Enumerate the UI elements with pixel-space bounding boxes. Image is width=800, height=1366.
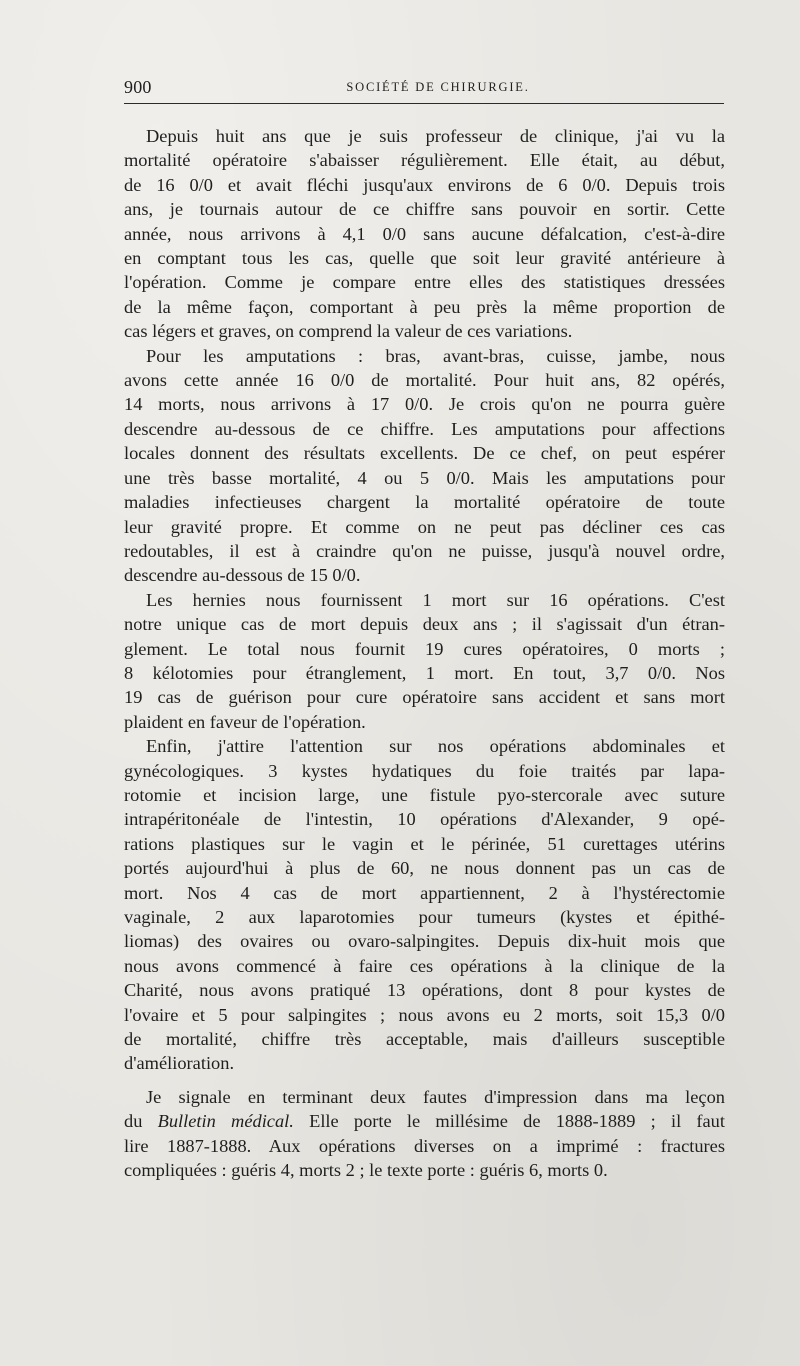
text-line: leur gravité propre. Et comme on ne peut pas décliner ces cas — [124, 516, 725, 537]
text-line: glement. Le total nous fournit 19 cures opératoires, 0 morts ; — [124, 638, 725, 659]
text-line: Charité, nous avons pratiqué 13 opérations, dont 8 pour kystes de — [124, 980, 725, 1001]
text-fragment: du — [124, 1111, 158, 1132]
text-line: gynécologiques. 3 kystes hydatiques du foie traités par lapa- — [124, 760, 725, 781]
page-number: 900 — [124, 77, 152, 97]
page-header — [124, 76, 724, 102]
paragraph-gap — [124, 1076, 725, 1085]
text-line: année, nous arrivons à 4,1 0/0 sans aucune défalcation, c'est-à-dire — [124, 223, 725, 244]
paragraph-errata — [124, 1085, 725, 1183]
text-line: intrapéritonéale de l'intestin, 10 opérations d'Alexander, 9 opé- — [124, 809, 725, 830]
text-line: 19 cas de guérison pour cure opératoire sans accident et sans mort — [124, 687, 725, 708]
text-line: l'ovaire et 5 pour salpingites ; nous avons eu 2 morts, soit 15,3 0/0 — [124, 1004, 725, 1025]
text-line: ans, je tournais autour de ce chiffre sans pouvoir en sortir. Cette — [124, 199, 725, 220]
text-line: une très basse mortalité, 4 ou 5 0/0. Mais les amputations pour — [124, 467, 725, 488]
text-line: Les hernies nous fournissent 1 mort sur 16 opérations. C'est — [146, 589, 725, 610]
text-line: redoutables, il est à craindre qu'on ne puisse, jusqu'à nouvel ordre, — [124, 540, 725, 561]
text-line: liomas) des ovaires ou ovaro-salpingites. Depuis dix-huit mois que — [124, 931, 725, 952]
text-line: d'amélioration. — [124, 1053, 235, 1074]
paragraph-abdominal-operations — [124, 734, 725, 1076]
text-line: rotomie et incision large, une fistule pyo-stercorale avec suture — [124, 784, 725, 805]
text-line: compliquées : guéris 4, morts 2 ; le texte porte : guéris 6, morts 0. — [124, 1160, 608, 1181]
text-line: l'opération. Comme je compare entre elles des statistiques dressées — [124, 272, 725, 293]
text-line: 14 morts, nous arrivons à 17 0/0. Je crois qu'on ne pourra guère — [124, 394, 725, 415]
text-line: Depuis huit ans que je suis professeur de clinique, j'ai vu la — [146, 126, 725, 146]
paragraph-mortality-trend — [124, 124, 725, 344]
header-rule — [124, 103, 724, 104]
text-line: de la même façon, comportant à peu près la même proportion de — [124, 296, 725, 317]
paragraph-hernias — [124, 588, 725, 734]
text-line: descendre au-dessous de ce chiffre. Les amputations pour affections — [124, 418, 725, 439]
text-fragment: Elle porte le millésime de 1888-1889 ; il faut — [293, 1111, 725, 1132]
text-line: Je signale en terminant deux fautes d'impression dans ma leçon — [146, 1086, 725, 1107]
text-line: Pour les amputations : bras, avant-bras, cuisse, jambe, nous — [146, 345, 725, 366]
body-text — [124, 124, 725, 1182]
text-line: cas légers et graves, on comprend la valeur de ces variations. — [124, 321, 573, 342]
text-line: rations plastiques sur le vagin et le périnée, 51 curettages utérins — [124, 833, 725, 854]
running-title: SOCIÉTÉ DE CHIRURGIE. — [346, 80, 530, 94]
text-line: de 16 0/0 et avait fléchi jusqu'aux environs de 6 0/0. Depuis trois — [124, 174, 725, 195]
text-line: locales donnent des résultats excellents. De ce chef, on peut espérer — [124, 443, 725, 464]
text-line: mortalité opératoire s'abaisser régulièrement. Elle était, au début, — [124, 150, 725, 171]
text-line: lire 1887-1888. Aux opérations diverses on a imprimé : fractures — [124, 1135, 725, 1156]
text-line: 8 kélotomies pour étranglement, 1 mort. En tout, 3,7 0/0. Nos — [124, 662, 725, 683]
text-line: descendre au-dessous de 15 0/0. — [124, 565, 361, 586]
text-line: nous avons commencé à faire ces opérations à la clinique de la — [124, 955, 725, 976]
paragraph-amputations — [124, 344, 725, 588]
text-line: portés aujourd'hui à plus de 60, ne nous donnent pas un cas de — [124, 858, 725, 879]
text-line: plaident en faveur de l'opération. — [124, 711, 366, 732]
text-line: de mortalité, chiffre très acceptable, mais d'ailleurs susceptible — [124, 1029, 725, 1050]
text-line: en comptant tous les cas, quelle que soit leur gravité antérieure à — [124, 248, 725, 269]
text-line: mort. Nos 4 cas de mort appartiennent, 2 à l'hystérectomie — [124, 882, 725, 903]
text-line-with-journal-title — [124, 1109, 725, 1133]
text-line: maladies infectieuses chargent la mortalité opératoire de toute — [124, 492, 725, 513]
text-line: avons cette année 16 0/0 de mortalité. Pour huit ans, 82 opérés, — [124, 370, 725, 391]
text-line: vaginale, 2 aux laparotomies pour tumeurs (kystes et épithé- — [124, 907, 725, 927]
text-line: notre unique cas de mort depuis deux ans ; il s'agissait d'un étran- — [124, 614, 725, 635]
journal-title: Bulletin médical. — [157, 1111, 294, 1132]
text-line: Enfin, j'attire l'attention sur nos opérations abdominales et — [146, 736, 725, 757]
